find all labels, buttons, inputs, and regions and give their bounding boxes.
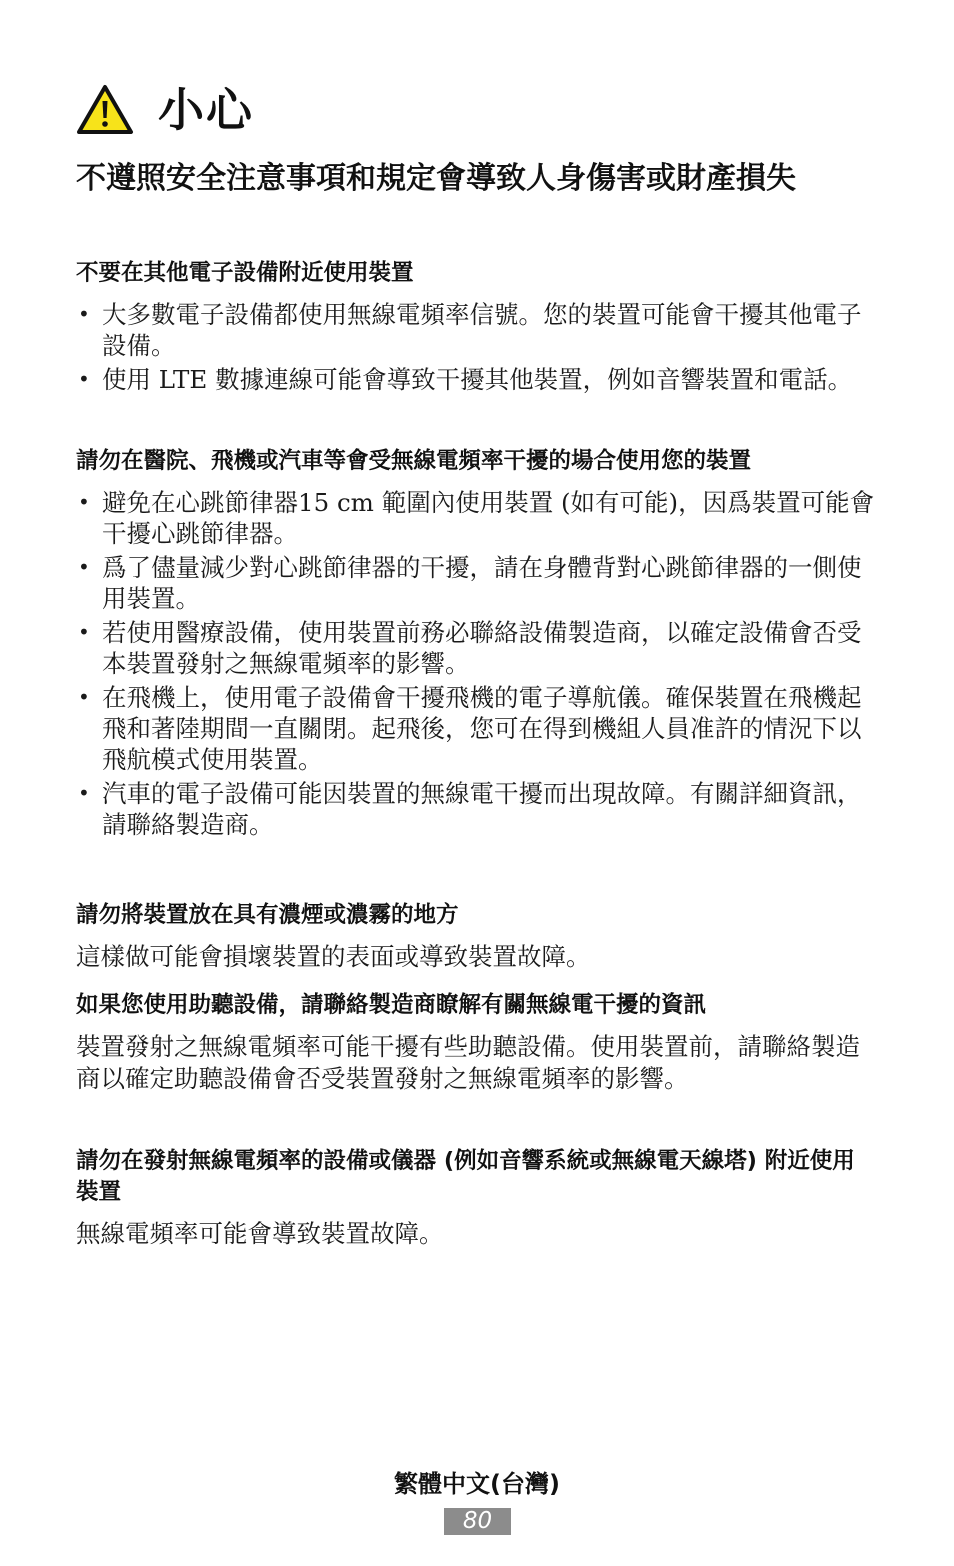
section-hospital-aircraft <box>76 446 876 843</box>
list-item: • 在飛機上，使用電子設備會干擾飛機的電子導航儀。確保裝置在飛機起飛和著陸期間一直關閉。起飛後，您可在得到機組人員准許的情況下以飛航模式使用裝置。 <box>76 682 876 775</box>
page-number: 80 <box>444 1508 511 1535</box>
caution-header <box>76 84 254 136</box>
section-text: 這樣做可能會損壞裝置的表面或導致裝置故障。 <box>76 942 591 971</box>
section-hearing-aids <box>76 990 876 1095</box>
section-text: 無線電頻率可能會導致裝置故障。 <box>76 1219 444 1248</box>
list-item: • 汽車的電子設備可能因裝置的無線電干擾而出現故障。有關詳細資訊，請聯絡製造商。 <box>76 778 876 840</box>
section-heading: 請勿在醫院、飛機或汽車等會受無線電頻率干擾的場合使用您的裝置 <box>76 448 752 474</box>
list-item: • 避免在心跳節律器15 cm 範圍內使用裝置 (如有可能)，因爲裝置可能會干擾心跳節律器。 <box>76 487 876 549</box>
list-item: • 使用 LTE 數據連線可能會導致干擾其他裝置，例如音響裝置和電話。 <box>76 364 876 395</box>
section-electronic-devices <box>76 258 876 398</box>
list-item: • 若使用醫療設備，使用裝置前務必聯絡設備製造商，以確定設備會否受本裝置發射之無線電頻率的影響。 <box>76 617 876 679</box>
list-item: • 爲了儘量減少對心跳節律器的干擾，請在身體背對心跳節律器的一側使用裝置。 <box>76 552 876 614</box>
bullet-list <box>76 299 876 395</box>
warning-triangle-icon <box>76 84 134 136</box>
section-heading: 請勿將裝置放在具有濃煙或濃霧的地方 <box>76 902 459 928</box>
section-radio-transmitters <box>76 1146 876 1250</box>
section-heading: 請勿在發射無線電頻率的設備或儀器 (例如音響系統或無線電天線塔) 附近使用裝置 <box>76 1148 855 1205</box>
section-heading: 如果您使用助聽設備，請聯絡製造商瞭解有關無線電干擾的資訊 <box>76 992 707 1018</box>
section-heading: 不要在其他電子設備附近使用裝置 <box>76 260 414 286</box>
main-heading: 不遵照安全注意事項和規定會導致人身傷害或財產損失 <box>76 161 796 196</box>
footer-language: 繁體中文(台灣) <box>394 1470 560 1498</box>
section-smoke-fog <box>76 900 876 973</box>
list-item: • 大多數電子設備都使用無線電頻率信號。您的裝置可能會干擾其他電子設備。 <box>76 299 876 361</box>
section-text: 裝置發射之無線電頻率可能干擾有些助聽設備。使用裝置前，請聯絡製造商以確定助聽設備會否受裝置發射之無線電頻率的影響。 <box>76 1032 860 1093</box>
bullet-list <box>76 487 876 840</box>
caution-title: 小心 <box>158 83 254 137</box>
